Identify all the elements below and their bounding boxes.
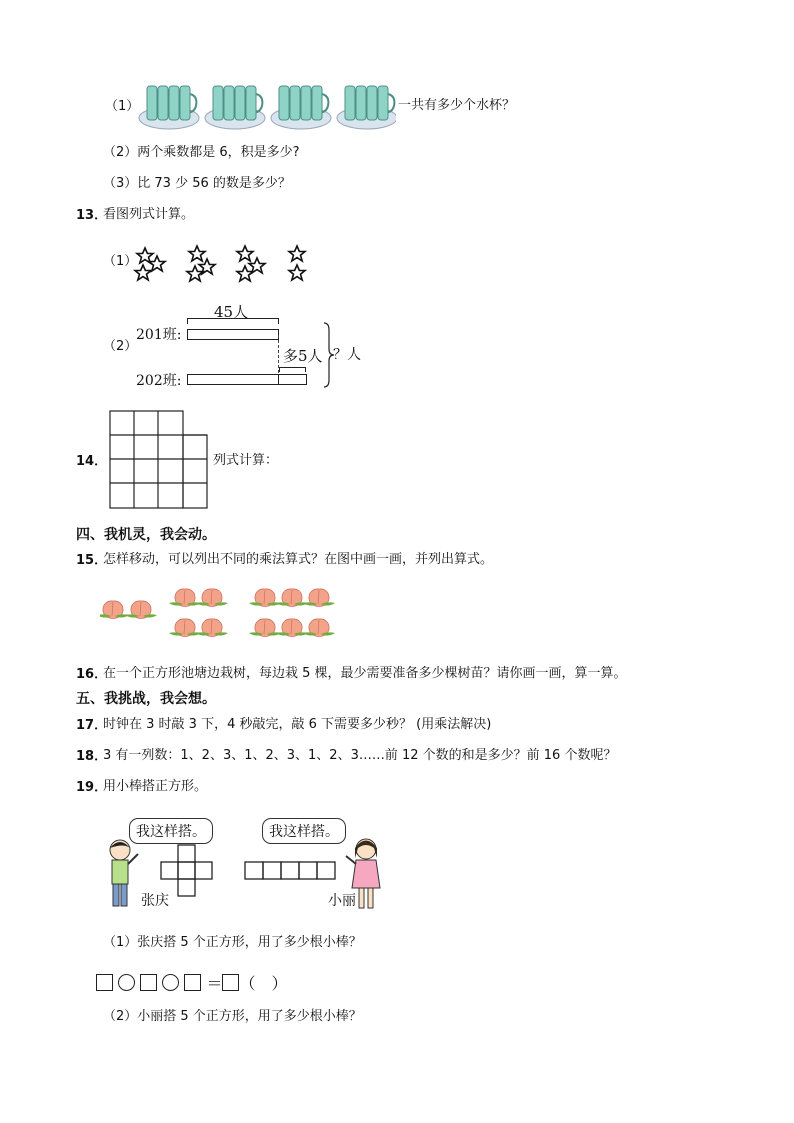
answer-box-2[interactable] — [140, 974, 157, 991]
section-5-heading: 五、我挑战，我会想。 — [76, 691, 216, 707]
q12-sub3: （3）比 73 少 56 的数是多少？ — [103, 176, 291, 191]
q15-number: 15． — [76, 553, 108, 568]
bracket-more — [279, 367, 306, 372]
q15-text: 怎样移动，可以列出不同的乘法算式？在图中画一画，并列出算式。 — [103, 552, 494, 567]
q13-title: 看图列式计算。 — [103, 207, 195, 222]
q19-sub2: （2）小丽搭 5 个正方形，用了多少根小棒？ — [103, 1009, 362, 1024]
speech-bubble-right: 我这样搭。 — [262, 818, 346, 844]
stars-figure — [133, 244, 313, 284]
class-201-label: 201班: — [136, 327, 182, 343]
more-5-label: 多5人 — [283, 347, 323, 365]
square-grid — [109, 410, 209, 510]
q12-sub2: （2）两个乘数都是 6，积是多少? — [103, 145, 300, 160]
unit-parentheses[interactable]: （ ） — [239, 974, 288, 993]
q19-title: 用小棒搭正方形。 — [103, 779, 208, 794]
speech-bubble-left: 我这样搭。 — [129, 818, 213, 844]
name-xiaoli: 小丽 — [328, 893, 356, 909]
zhangqing-squares — [160, 844, 216, 900]
answer-box-1[interactable] — [96, 974, 113, 991]
equals-sign: ＝ — [206, 974, 223, 993]
bar-202 — [187, 374, 307, 385]
q13-number: 13． — [76, 208, 108, 223]
operator-circle-1[interactable] — [118, 974, 135, 991]
q19-sub1: （1）张庆搭 5 个正方形，用了多少根小棒？ — [103, 935, 362, 950]
operator-circle-2[interactable] — [162, 974, 179, 991]
q17-number: 17． — [76, 718, 108, 733]
count-45-label: 45人 — [214, 303, 249, 321]
name-zhangqing: 张庆 — [141, 893, 169, 909]
q13-sub1-number: （1） — [103, 254, 138, 269]
bracket-45 — [187, 318, 279, 324]
xiaoli-squares — [244, 861, 340, 881]
boy-figure — [104, 838, 144, 912]
bar-201 — [187, 329, 279, 340]
q12-sub1-question: 一共有多少个水杯？ — [398, 98, 516, 113]
class-202-label: 202班: — [136, 373, 182, 389]
q13-sub2-number: （2） — [103, 339, 138, 354]
answer-box-3[interactable] — [184, 974, 201, 991]
q18-text: 3 有一列数：1、2、3、1、2、3、1、2、3……前 12 个数的和是多少？前 16 个数呢？ — [103, 748, 617, 763]
q18-number: 18． — [76, 749, 108, 764]
q14-number: 14． — [76, 454, 108, 469]
q16-text: 在一个正方形池塘边栽树，每边栽 5 棵，最少需要准备多少棵树苗？请你画一画，算一算。 — [103, 666, 627, 681]
bar-202-divider — [278, 374, 279, 385]
answer-box-result[interactable] — [222, 974, 239, 991]
total-question: ？人 — [333, 347, 361, 363]
q16-number: 16． — [76, 667, 108, 682]
q19-number: 19． — [76, 780, 108, 795]
peaches-figure — [100, 583, 340, 647]
section-4-heading: 四、我机灵，我会动。 — [76, 527, 216, 543]
q12-sub1-number: （1） — [105, 99, 140, 114]
q14-text: 列式计算： — [213, 453, 279, 468]
answer-template — [96, 971, 288, 994]
cup-groups-figure — [138, 80, 396, 132]
q17-text: 时钟在 3 时敲 3 下，4 秒敲完，敲 6 下需要多少秒？ (用乘法解决) — [103, 717, 492, 732]
